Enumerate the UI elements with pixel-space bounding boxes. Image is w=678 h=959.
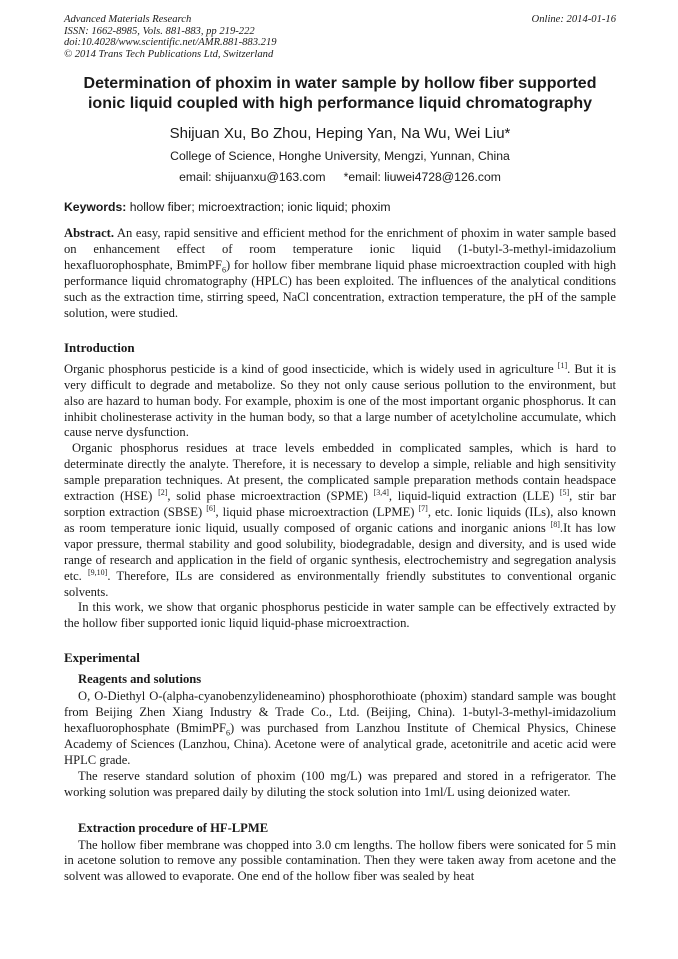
exp-p1-text-b: ) was purchased from Lanzhou Institute of Chemical Physics, Chinese Academy of Sciences (Lanzhou, China). Acetone were of analytical grade, acetonitrile and acetic acid were HPLC grade.	[64, 721, 616, 767]
citation-7: [7]	[418, 503, 428, 513]
intro-p2-text-e: , liquid phase microextraction (LPME)	[215, 504, 419, 519]
intro-p2-text-g: .It has low vapor pressure, thermal stability and good solubility, biodegradable, design and diversity, and is used wide range of research and application in the field of organic synthesis, electrochemistry and segregation analysis etc.	[64, 520, 616, 583]
keywords	[64, 200, 616, 214]
copyright-line: © 2014 Trans Tech Publications Ltd, Switzerland	[64, 48, 274, 60]
keywords-label: Keywords:	[64, 200, 127, 215]
keywords-text: hollow fiber; microextraction; ionic liquid; phoxim	[126, 200, 391, 215]
citation-1: [1]	[557, 360, 568, 370]
online-date: Online: 2014-01-16	[531, 14, 616, 25]
journal-name: Advanced Materials Research	[64, 14, 192, 25]
doi-line: doi:10.4028/www.scientific.net/AMR.881-883.219	[64, 37, 277, 49]
intro-paragraph-1	[64, 362, 616, 442]
intro-p2-text-b: , solid phase microextraction (SPME)	[167, 489, 374, 504]
citation-5: [5]	[559, 487, 570, 497]
abstract-subscript: 6	[221, 265, 226, 275]
intro-p1-text-b: . But it is very difficult to degrade and metabolize. So they not only cause serious pollution to the environment, but also are hazard to human body. For example, phoxim is one of the most important organic phosphorus. It can inhibit cholinesterase activity in the human body, so that a large number of acetylcholine accumulate, which cause nerve dysfunction.	[64, 361, 617, 440]
email-2: *email: liuwei4728@126.com	[343, 170, 501, 185]
abstract-label: Abstract.	[64, 226, 115, 241]
experimental-paragraph-3: The hollow fiber membrane was chopped into 3.0 cm lengths. The hollow fibers were sonicated for 5 min in acetone solution to remove any possible contamination. Then they were taken away from acetone and the solvent was allowed to evaporate. One end of the hollow fiber was sealed by heat	[64, 837, 616, 884]
abstract-text-1: An easy, rapid sensitive and efficient method for the enrichment of phoxim in water sample based on enhancement effect of room temperature ionic liquid (1-butyl-3-methyl-imidazolium hexafluorophosphate, BmimPF	[64, 226, 616, 273]
affiliation: College of Science, Honghe University, Mengzi, Yunnan, China	[170, 149, 510, 164]
intro-paragraph-2	[64, 441, 616, 600]
author-list: Shijuan Xu, Bo Zhou, Heping Yan, Na Wu, Wei Liu*	[169, 125, 511, 143]
citation-9-10: [9,10]	[88, 567, 108, 577]
section-heading-experimental: Experimental	[64, 650, 140, 666]
intro-p2-text-h: . Therefore, ILs are considered as environmentally friendly substitutes to conventional organic solvents.	[64, 568, 616, 599]
intro-p2-text-d: , stir bar sorption extraction (SBSE)	[64, 489, 617, 519]
issn-line: ISSN: 1662-8985, Vols. 881-883, pp 219-222	[64, 25, 255, 37]
section-heading-introduction: Introduction	[64, 339, 135, 355]
exp-p1-subscript: 6	[226, 728, 231, 738]
subsection-heading-reagents: Reagents and solutions	[78, 672, 202, 687]
intro-p2-text-f: , etc. Ionic liquids (ILs), also known as room temperature ionic liquid, usually composed of organic cations and inorganic anions	[64, 504, 616, 535]
journal-header	[64, 14, 616, 60]
abstract-text-2: ) for hollow fiber membrane liquid phase microextraction coupled with high performance liquid chromatography (HPLC) has been exploited. The influences of the analytical conditions such as the extraction time, stirring speed, NaCl concentration, extraction temperature, the pH of the sample solution, were studied.	[64, 258, 616, 320]
citation-8: [8]	[550, 519, 560, 529]
subsection-heading-extraction: Extraction procedure of HF-LPME	[78, 820, 269, 835]
email-1: email: shijuanxu@163.com	[179, 170, 326, 185]
author-emails	[64, 170, 616, 184]
paper-page	[64, 14, 616, 885]
citation-3-4: [3,4]	[373, 487, 389, 497]
citation-6: [6]	[206, 503, 216, 513]
experimental-paragraph-2: The reserve standard solution of phoxim (100 mg/L) was prepared and stored in a refrigerator. The working solution was prepared daily by diluting the stock solution into 1ml/L using deionized water.	[64, 768, 616, 799]
intro-paragraph-3: In this work, we show that organic phosphorus pesticide in water sample can be effectively extracted by the hollow fiber supported ionic liquid liquid-phase microextraction.	[64, 600, 616, 631]
intro-p1-text-a: Organic phosphorus pesticide is a kind of good insecticide, which is widely used in agriculture	[64, 361, 558, 376]
intro-p2-text-c: , liquid-liquid extraction (LLE)	[388, 489, 560, 504]
experimental-paragraph-1	[64, 689, 616, 769]
intro-p2-text-a: Organic phosphorus residues at trace levels embedded in complicated samples, which is hard to determinate directly the analyte. Therefore, it is necessary to develop a simple, reliable and high sensitivity sample preparation techniques. At present, the complicated sample preparation methods contain headspace extraction (HSE)	[64, 441, 616, 504]
citation-2: [2]	[158, 487, 168, 497]
exp-p1-text-a: O, O-Diethyl O-(alpha-cyanobenzylideneamino) phosphorothioate (phoxim) standard sample was bought from Beijing Zhen Xiang Industry & Trade Co., Ltd. (Beijing, China). 1-butyl-3-methyl-imidazolium hexafluorophosphate (BmimPF	[64, 689, 616, 736]
abstract	[64, 226, 616, 321]
paper-title: Determination of phoxim in water sample by hollow fiber supported ionic liquid coupled with high performance liquid chromatography	[83, 75, 597, 112]
